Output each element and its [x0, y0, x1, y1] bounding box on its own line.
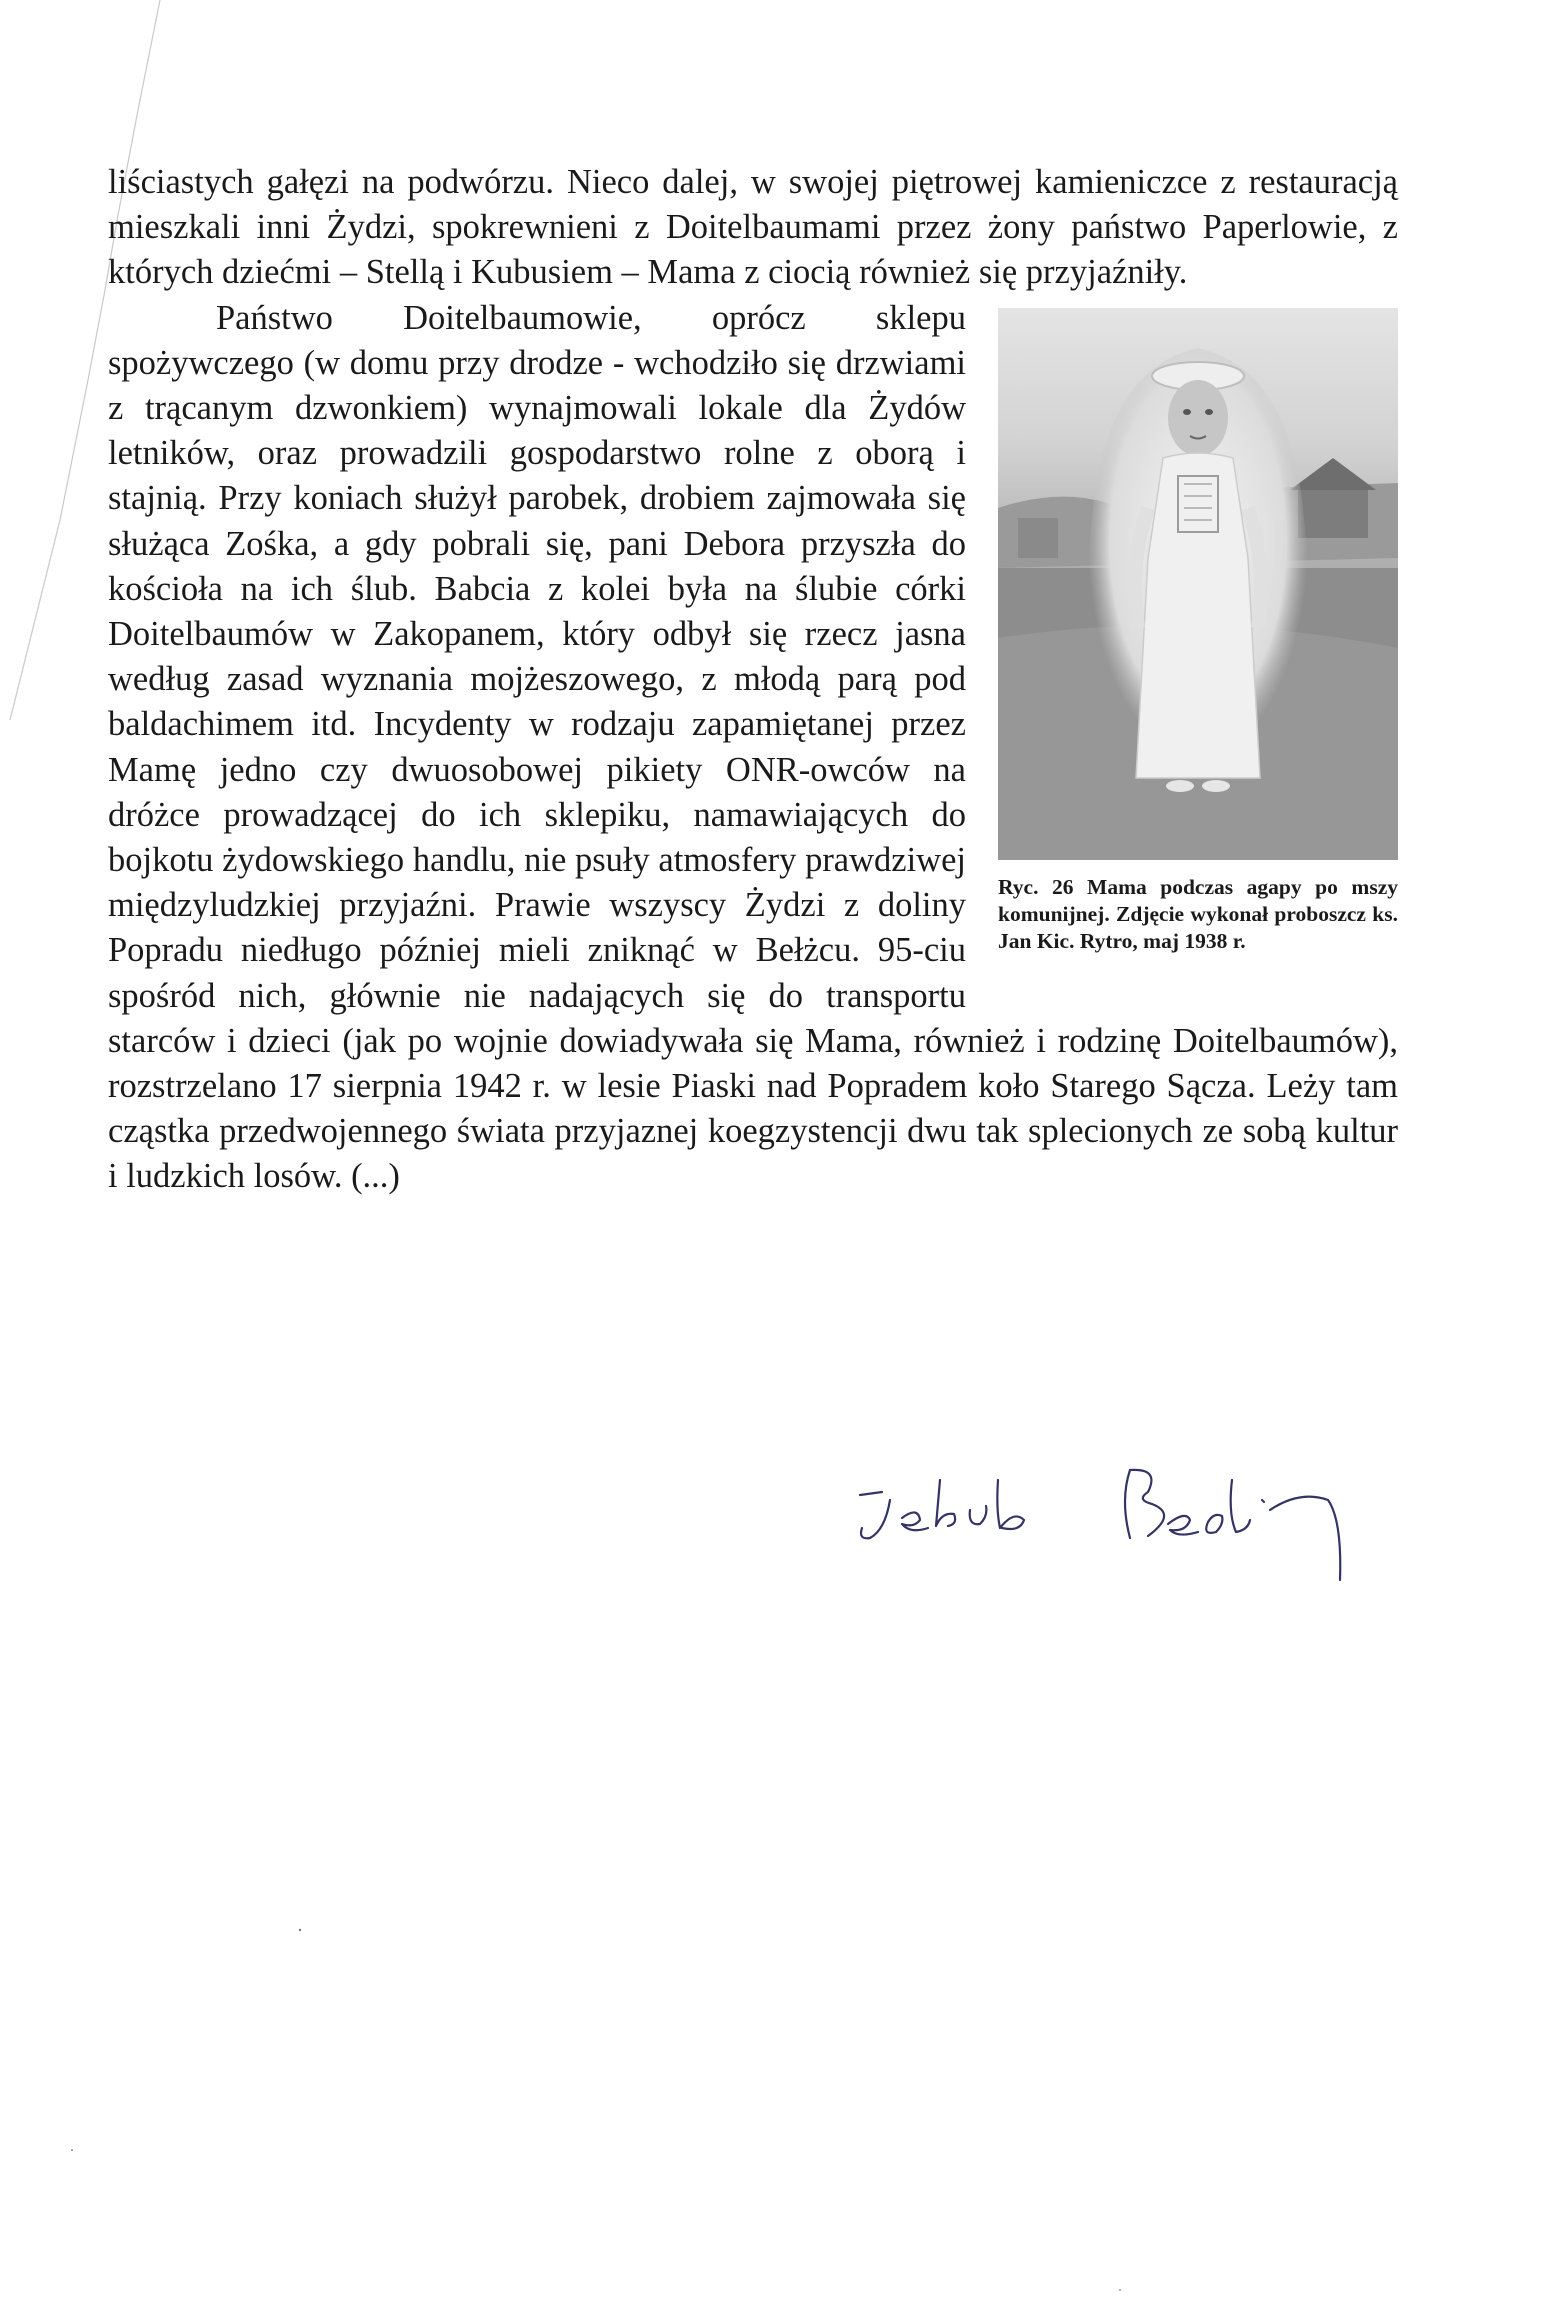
handwritten-signature	[830, 1440, 1430, 1590]
paragraph-1: liściastych gałęzi na podwórzu. Nieco dalej, w swojej piętrowej kamieniczce z restauracją mieszkali inni Żydzi, spokrewnieni z Doitelbaumami przez żony państwo Paperlowie, z których dziećmi – Stellą i Kubusiem – Mama z ciocią również się przyjaźniły.	[108, 163, 1398, 292]
document-page	[108, 160, 1398, 1200]
paragraph-2: Państwo Doitelbaumowie, oprócz sklepu spożywczego (w domu przy drodze - wchodziło się drzwiami z trącanym dzwonkiem) wynajmowali lokale dla Żydów letników, oraz prowadzili gospodarstwo rolne z oborą i stajnią. Przy koniach służył parobek, drobiem zajmowała się służąca Zośka, a gdy pobrali się, pani Debora przyszła do kościoła na ich ślub. Babcia z kolei była na ślubie córki Doitelbaumów w Zakopanem, który odbył się rzecz jasna według zasad wyznania mojżeszowego, z młodą parą pod baldachimem itd. Incydenty w rodzaju zapamiętanej przez Mamę jedno czy dwuosobowej pikiety ONR-owców na dróżce prowadzącej do ich sklepiku, namawiających do bojkotu żydowskiego handlu, nie psuły atmosfery prawdziwej międzyludzkiej przyjaźni. Prawie wszyscy Żydzi z doliny Popradu niedługo później mieli zniknąć w Bełżcu. 95-ciu spośród nich, głównie nie nadających się do transportu starców i dzieci (jak po wojnie dowiadywała się Mama, również i rodzinę Doitelbaumów), rozstrzelano 17 sierpnia 1942 r. w lesie Piaski nad Popradem koło Starego Sącza. Leży tam cząstka przedwojennego świata przyjaznej koegzystencji dwu tak splecionych ze sobą kultur i ludzkich losów. (...)	[108, 298, 1398, 1196]
communion-photo	[998, 308, 1398, 860]
figure-caption: Ryc. 26 Mama podczas agapy po mszy komunijnej. Zdjęcie wykonał proboszcz ks. Jan Kic. Rytro, maj 1938 r.	[998, 874, 1398, 953]
figure	[998, 308, 1398, 1004]
